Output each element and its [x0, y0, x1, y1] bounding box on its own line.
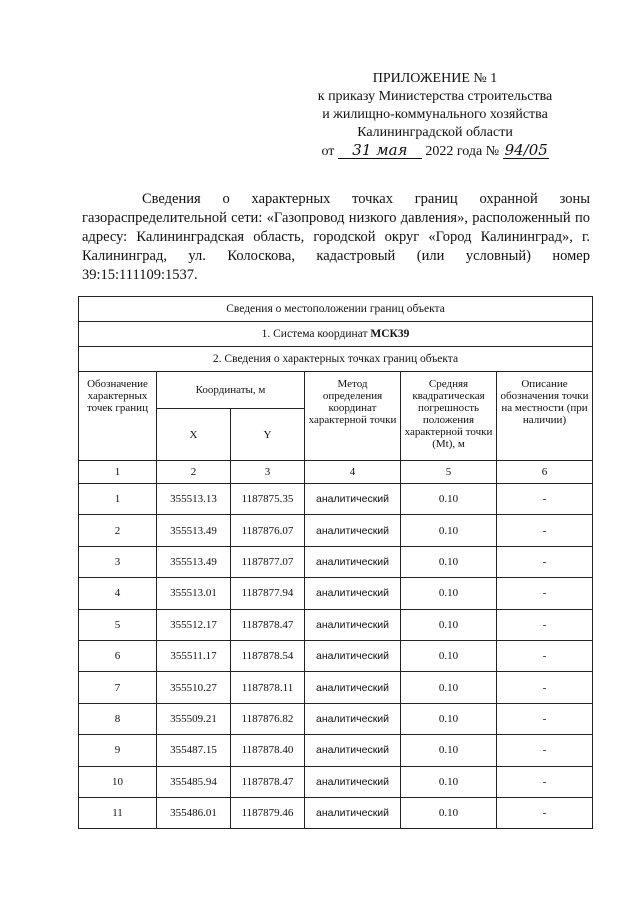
description-cell: - — [497, 735, 593, 766]
header-y: Y — [231, 409, 305, 461]
x-coordinate-cell: 355513.49 — [157, 546, 231, 577]
accuracy-cell: 0.10 — [401, 609, 497, 640]
column-index: 1 — [79, 461, 157, 484]
table-row — [79, 735, 593, 766]
column-index: 6 — [497, 461, 593, 484]
point-number-cell: 2 — [79, 515, 157, 546]
x-coordinate-cell: 355513.01 — [157, 578, 231, 609]
point-number-cell: 3 — [79, 546, 157, 577]
point-number-cell: 7 — [79, 672, 157, 703]
point-number-cell: 6 — [79, 640, 157, 671]
accuracy-cell: 0.10 — [401, 703, 497, 734]
x-coordinate-cell: 355510.27 — [157, 672, 231, 703]
accuracy-cell: 0.10 — [401, 640, 497, 671]
x-coordinate-cell: 355513.13 — [157, 484, 231, 515]
y-coordinate-cell: 1187877.94 — [231, 578, 305, 609]
y-coordinate-cell: 1187878.47 — [231, 609, 305, 640]
method-cell: аналитический — [305, 578, 401, 609]
method-cell: аналитический — [305, 703, 401, 734]
description-cell: - — [497, 766, 593, 797]
header-accuracy: Средняя квадратическая погрешность положения характерной точки (Mt), м — [401, 372, 497, 461]
x-coordinate-cell: 355511.17 — [157, 640, 231, 671]
header-x: X — [157, 409, 231, 461]
date-prefix: от — [321, 144, 335, 159]
table-row — [79, 703, 593, 734]
table-row — [79, 609, 593, 640]
order-date-line — [300, 142, 570, 161]
table-row — [79, 515, 593, 546]
order-line-4: Калининградской области — [357, 125, 513, 140]
description-cell: - — [497, 515, 593, 546]
accuracy-cell: 0.10 — [401, 578, 497, 609]
accuracy-cell: 0.10 — [401, 484, 497, 515]
y-coordinate-cell: 1187878.40 — [231, 735, 305, 766]
y-coordinate-cell: 1187876.82 — [231, 703, 305, 734]
points-section-title: 2. Сведения о характерных точках границ объекта — [79, 347, 593, 372]
table-title: Сведения о местоположении границ объекта — [79, 297, 593, 322]
method-cell: аналитический — [305, 484, 401, 515]
accuracy-cell: 0.10 — [401, 797, 497, 828]
x-coordinate-cell: 355486.01 — [157, 797, 231, 828]
point-number-cell: 8 — [79, 703, 157, 734]
method-cell: аналитический — [305, 735, 401, 766]
accuracy-cell: 0.10 — [401, 515, 497, 546]
method-cell: аналитический — [305, 797, 401, 828]
table-row — [79, 766, 593, 797]
point-number-cell: 11 — [79, 797, 157, 828]
column-index: 4 — [305, 461, 401, 484]
table-row — [79, 640, 593, 671]
order-line-3: и жилищно-коммунального хозяйства — [322, 107, 548, 122]
y-coordinate-cell: 1187876.07 — [231, 515, 305, 546]
method-cell: аналитический — [305, 766, 401, 797]
point-number-cell: 1 — [79, 484, 157, 515]
points-section-row — [79, 347, 593, 372]
coord-system-value: МСК39 — [370, 328, 410, 340]
x-coordinate-cell: 355487.15 — [157, 735, 231, 766]
table-row — [79, 578, 593, 609]
column-index-row — [79, 461, 593, 484]
point-number-cell: 4 — [79, 578, 157, 609]
method-cell: аналитический — [305, 546, 401, 577]
description-cell: - — [497, 703, 593, 734]
header-point-designation: Обозначение характерных точек границ — [79, 372, 157, 461]
boundary-points-table — [78, 296, 593, 829]
description-cell: - — [497, 546, 593, 577]
accuracy-cell: 0.10 — [401, 766, 497, 797]
handwritten-date: 31 мая — [338, 142, 422, 159]
x-coordinate-cell: 355509.21 — [157, 703, 231, 734]
header-coordinates: Координаты, м — [157, 372, 305, 409]
point-number-cell: 5 — [79, 609, 157, 640]
method-cell: аналитический — [305, 640, 401, 671]
coord-system-cell — [79, 322, 593, 347]
header-method: Метод определения координат характерной точки — [305, 372, 401, 461]
order-line-2: к приказу Министерства строительства — [317, 89, 553, 104]
accuracy-cell: 0.10 — [401, 672, 497, 703]
method-cell: аналитический — [305, 672, 401, 703]
intro-paragraph — [82, 190, 590, 285]
accuracy-cell: 0.10 — [401, 735, 497, 766]
table-row — [79, 672, 593, 703]
y-coordinate-cell: 1187875.35 — [231, 484, 305, 515]
description-cell: - — [497, 609, 593, 640]
appendix-title: ПРИЛОЖЕНИЕ № 1 — [372, 71, 498, 86]
method-cell: аналитический — [305, 515, 401, 546]
y-coordinate-cell: 1187878.11 — [231, 672, 305, 703]
table-row — [79, 797, 593, 828]
point-number-cell: 10 — [79, 766, 157, 797]
x-coordinate-cell: 355512.17 — [157, 609, 231, 640]
handwritten-order-number: 94/05 — [504, 141, 548, 159]
y-coordinate-cell: 1187878.47 — [231, 766, 305, 797]
y-coordinate-cell: 1187879.46 — [231, 797, 305, 828]
method-cell: аналитический — [305, 609, 401, 640]
table-title-row — [79, 297, 593, 322]
coord-system-row — [79, 322, 593, 347]
description-cell: - — [497, 484, 593, 515]
table-row — [79, 484, 593, 515]
table-row — [79, 546, 593, 577]
description-cell: - — [497, 578, 593, 609]
x-coordinate-cell: 355513.49 — [157, 515, 231, 546]
header-description: Описание обозначения точки на местности (при наличии) — [497, 372, 593, 461]
point-number-cell: 9 — [79, 735, 157, 766]
x-coordinate-cell: 355485.94 — [157, 766, 231, 797]
description-cell: - — [497, 672, 593, 703]
y-coordinate-cell: 1187877.07 — [231, 546, 305, 577]
accuracy-cell: 0.10 — [401, 546, 497, 577]
appendix-header — [300, 70, 570, 161]
column-index: 3 — [231, 461, 305, 484]
column-index: 5 — [401, 461, 497, 484]
year-text: 2022 года № — [425, 144, 500, 159]
intro-text: Сведения о характерных точках границ охранной зоны газораспределительной сети: «Газопровод низкого давления», расположенный по адресу: Калининградская область, городской округ «Город Калининград», г. Калининград, ул. Колоскова, кадастровый (или условный) номер 39:15:111109:1537. — [82, 191, 590, 283]
description-cell: - — [497, 797, 593, 828]
y-coordinate-cell: 1187878.54 — [231, 640, 305, 671]
header-row-1 — [79, 372, 593, 409]
description-cell: - — [497, 640, 593, 671]
column-index: 2 — [157, 461, 231, 484]
coord-system-label: 1. Система координат — [261, 328, 368, 340]
